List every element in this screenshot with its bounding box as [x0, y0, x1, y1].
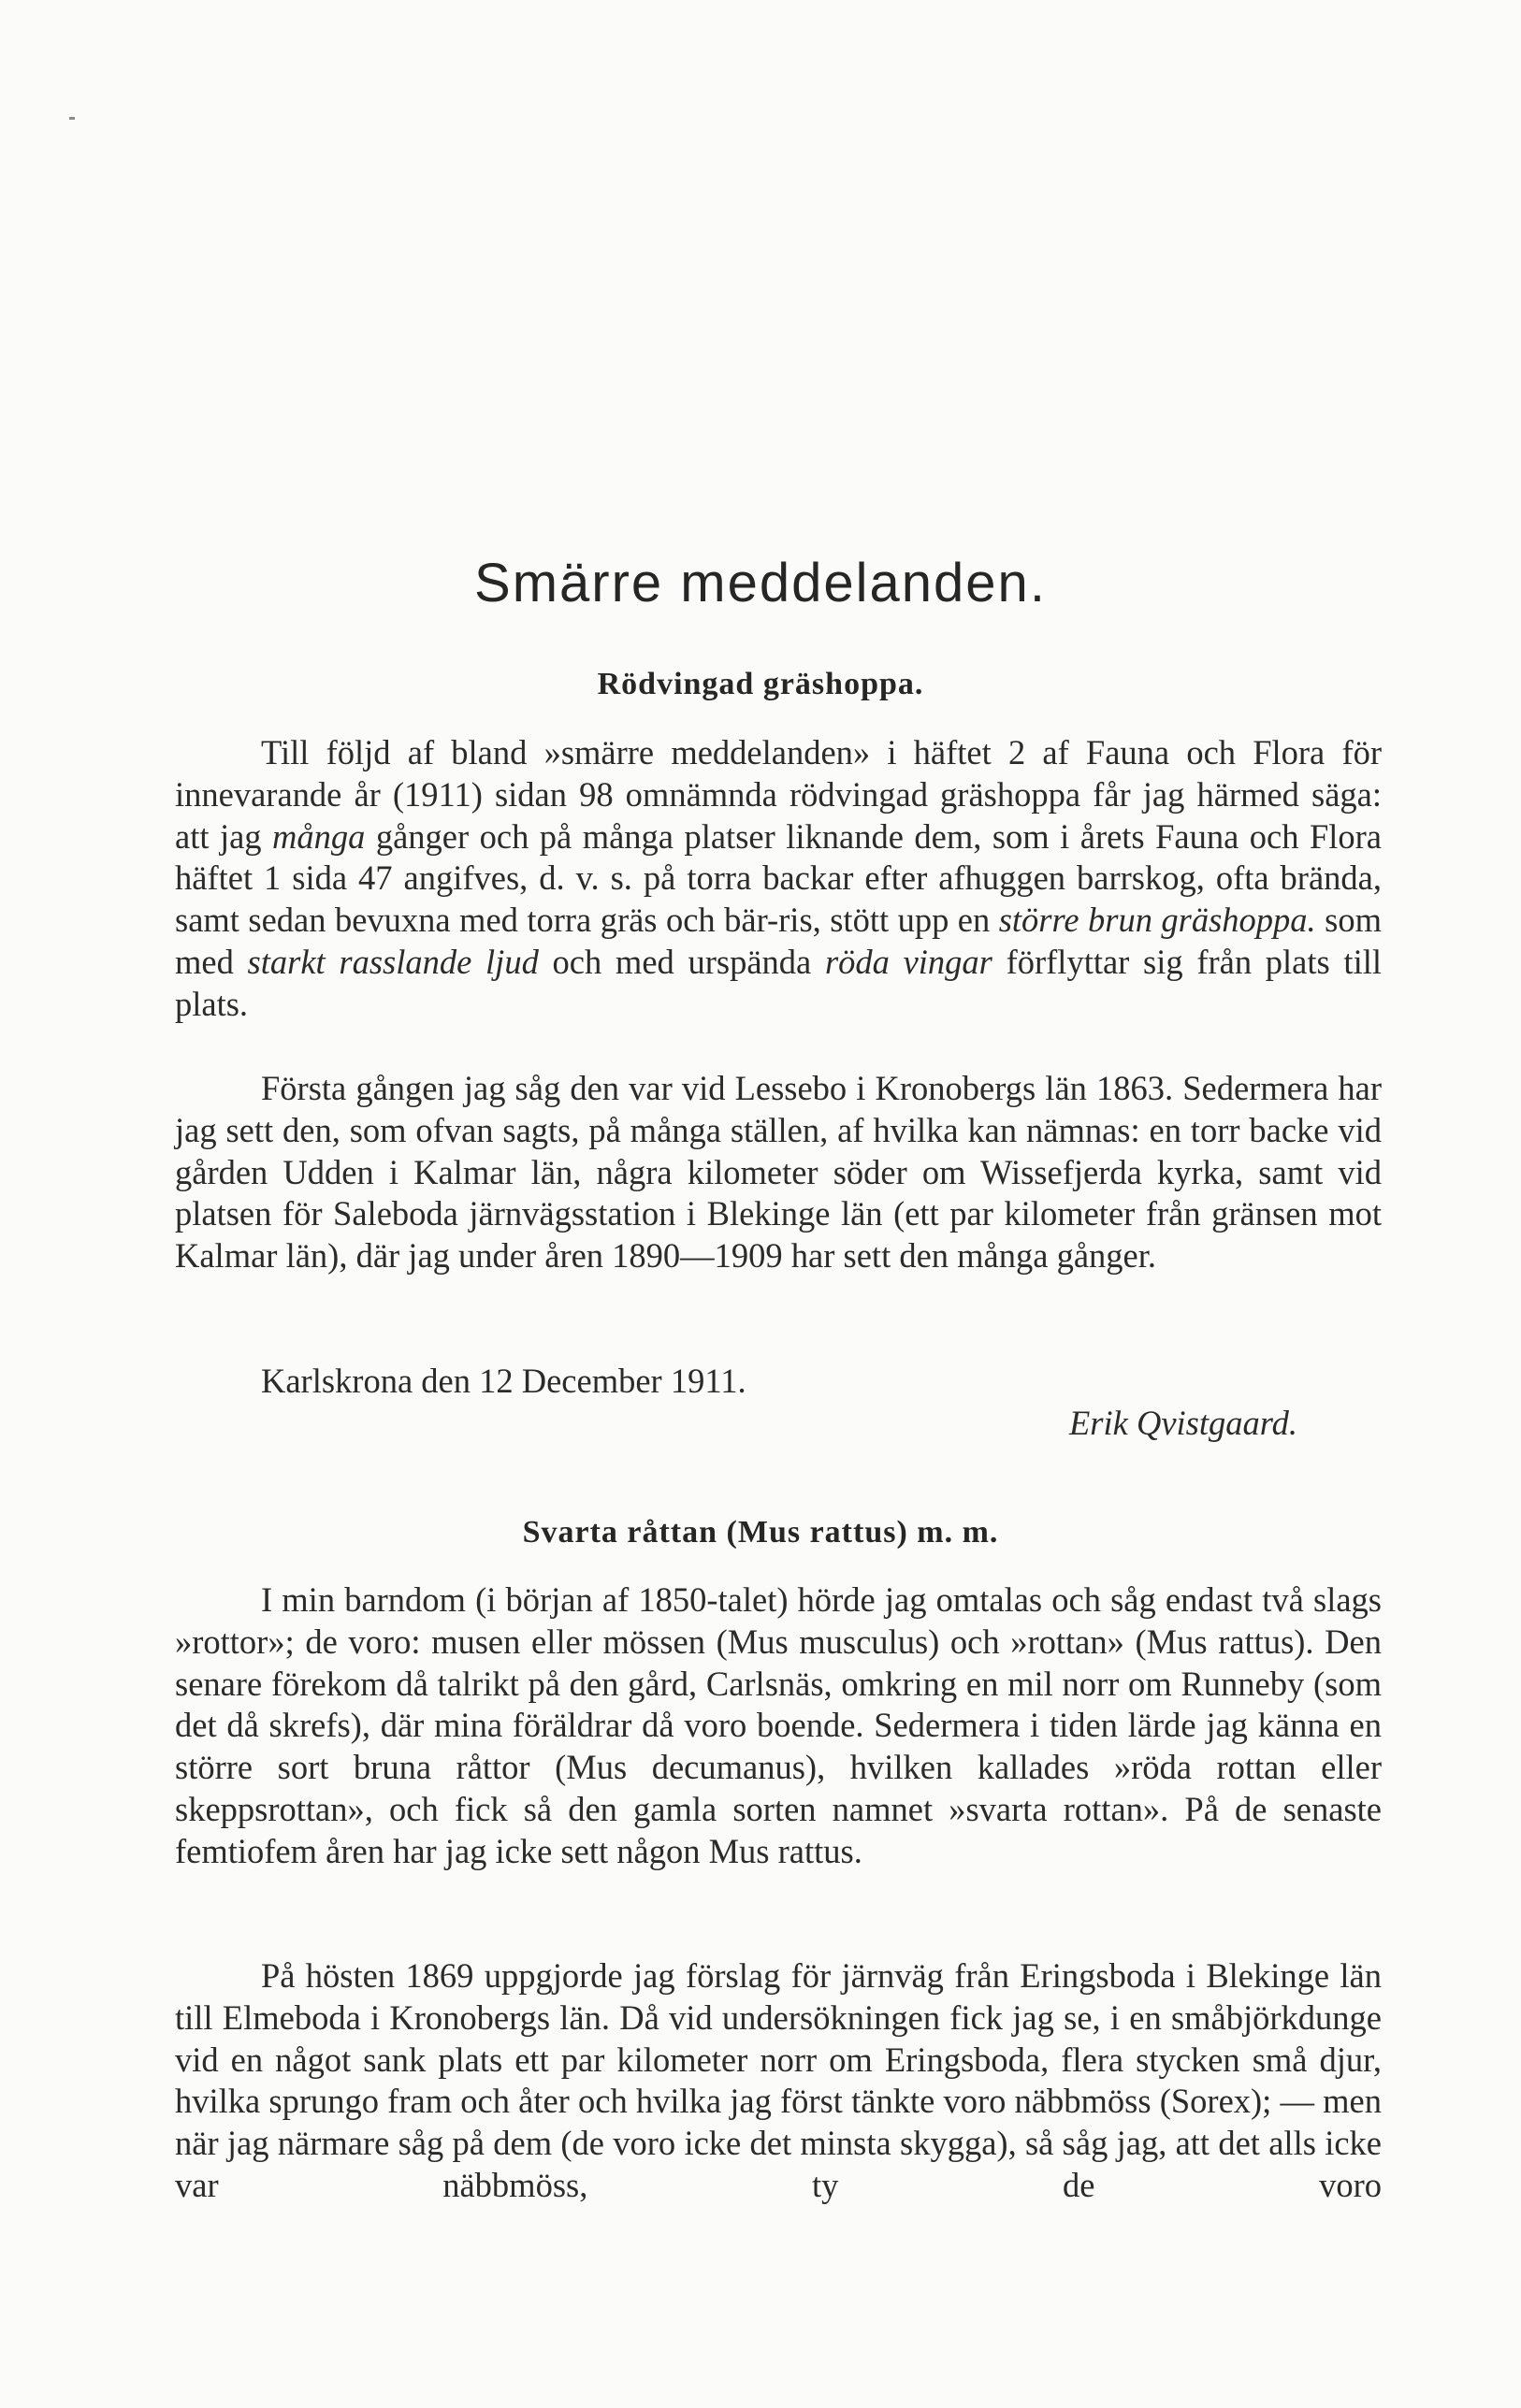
paragraph-1 — [175, 732, 1382, 1026]
paragraph-4: I min barndom (i början af 1850-talet) hörde jag omtalas och såg endast två slags »rottor»; de voro: musen eller mössen (Mus musculus) och »rottan» (Mus rattus). Den senare förekom då talrikt på den gård, Carlsnäs, omkring en mil norr om Runneby (som det då skrefs), där mina föräldrar då voro boende. Sedermera i tiden lärde jag känna en större sort bruna råttor (Mus decumanus), hvilken kallades »röda rottan eller skeppsrottan», och fick så den gamla sorten namnet »svarta rottan». På de senaste femtiofem åren har jag icke sett någon Mus rattus. — [175, 1580, 1382, 1870]
paragraph-1-text-1: Till följd af bland »smärre meddelanden» i häftet 2 af Fauna och Flora för innevarande år (1911) sidan 98 omnämnda rödvingad gräshoppa får jag härmed säga: att jag — [175, 733, 1382, 856]
paragraph-1-italic-3: starkt rasslande ljud — [247, 942, 539, 981]
paragraph-1-italic-2: större brun gräshoppa. — [998, 901, 1316, 940]
paragraph-1-italic-1: många — [272, 816, 366, 856]
page-title: Smärre meddelanden. — [474, 553, 1047, 613]
paragraph-1-text-4: och med urspända — [538, 942, 825, 981]
page-speck — [69, 117, 75, 120]
paragraph-1-text-2: gånger och på många platser liknande dem, som i årets Fauna och Flora häftet 1 sida 47 angifves, d. v. s. på torra backar efter afhuggen barrskog, ofta brända, samt sedan bevuxna med torra gräs och bär-ris, stött upp en — [175, 816, 1382, 940]
section-title-svarta-rattan: Svarta råttan (Mus rattus) m. m. — [522, 1515, 999, 1550]
paragraph-1-text-3: som med — [175, 901, 1382, 981]
paragraph-1-text-5: förflyttar sig från plats till plats. — [175, 942, 1382, 1023]
paragraph-3: Karlskrona den 12 December 1911. — [261, 1362, 746, 1400]
signature: Erik Qvistgaard. — [1069, 1404, 1297, 1442]
paragraph-2: Första gången jag såg den var vid Lessebo i Kronobergs län 1863. Sedermera har jag sett den, som ofvan sagts, på många ställen, af hvilka kan nämnas: en torr backe vid gården Udden i Kalmar län, några kilometer söder om Wissefjerda kyrka, samt vid platsen för Saleboda järnvägsstation i Blekinge län (ett par kilometer från gränsen mot Kalmar län), där jag under åren 1890—1909 har sett den många gånger. — [175, 1069, 1382, 1276]
paragraph-5: På hösten 1869 uppgjorde jag förslag för järnväg från Eringsboda i Blekinge län till Elmeboda i Kronobergs län. Då vid undersökningen fick jag se, i en småbjörkdunge vid en något sank plats ett par kilometer norr om Eringsboda, flera stycken små djur, hvilka sprungo fram och åter och hvilka jag först tänkte voro näbbmöss (Sorex); — men när jag närmare såg på dem (de voro icke det minsta skygga), så såg jag, att det alls icke var näbbmöss, ty de voro — [175, 1956, 1382, 2204]
section-title-rodvingad: Rödvingad gräshoppa. — [597, 667, 924, 701]
paragraph-1-italic-4: röda vingar — [824, 942, 992, 981]
